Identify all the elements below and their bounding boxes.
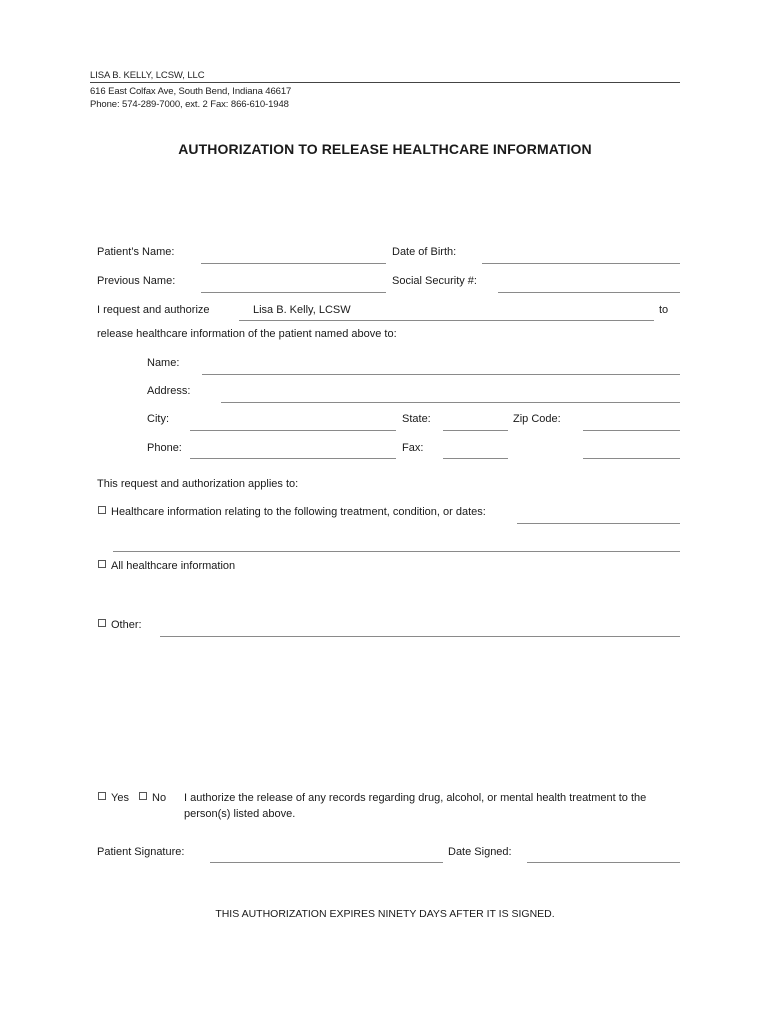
other-checkbox[interactable] — [98, 619, 106, 627]
practice-contact: Phone: 574-289-7000, ext. 2 Fax: 866-610-1948 — [90, 99, 289, 110]
patient-name-field[interactable] — [201, 263, 386, 264]
consent-text-line2: person(s) listed above. — [184, 808, 296, 820]
form-title: AUTHORIZATION TO RELEASE HEALTHCARE INFORMATION — [178, 141, 592, 157]
signature-field[interactable] — [210, 862, 443, 863]
authorize-field[interactable] — [239, 320, 654, 321]
recipient-name-label: Name: — [147, 357, 180, 369]
recipient-state-label: State: — [402, 413, 431, 425]
recipient-name-field[interactable] — [202, 374, 680, 375]
header-rule — [90, 82, 680, 83]
recipient-city-field[interactable] — [190, 430, 396, 431]
consent-no[interactable] — [139, 792, 166, 804]
option-all-label: All healthcare information — [111, 560, 236, 572]
signature-label: Patient Signature: — [97, 846, 185, 858]
treatment-field-line2[interactable] — [113, 551, 680, 552]
date-signed-label: Date Signed: — [448, 846, 512, 858]
previous-name-field[interactable] — [201, 292, 386, 293]
ssn-label: Social Security #: — [392, 275, 477, 287]
option-treatment-label: Healthcare information relating to the following treatment, condition, or dates: — [111, 506, 486, 518]
recipient-zip-field[interactable] — [583, 430, 680, 431]
expiration-notice: THIS AUTHORIZATION EXPIRES NINETY DAYS AFTER IT IS SIGNED. — [215, 908, 555, 920]
recipient-extra-field[interactable] — [583, 458, 680, 459]
recipient-state-field[interactable] — [443, 430, 508, 431]
recipient-zip-label: Zip Code: — [513, 413, 561, 425]
dob-label: Date of Birth: — [392, 246, 457, 258]
all-checkbox[interactable] — [98, 560, 106, 568]
ssn-field[interactable] — [498, 292, 680, 293]
recipient-phone-field[interactable] — [190, 458, 396, 459]
treatment-checkbox[interactable] — [98, 506, 106, 514]
recipient-city-label: City: — [147, 413, 169, 425]
practice-address: 616 East Colfax Ave, South Bend, Indiana 46617 — [90, 86, 292, 97]
consent-yes[interactable] — [98, 792, 129, 804]
recipient-fax-field[interactable] — [443, 458, 508, 459]
option-treatment[interactable] — [98, 506, 486, 518]
option-other[interactable] — [98, 619, 142, 631]
previous-name-label: Previous Name: — [97, 275, 176, 287]
applies-intro: This request and authorization applies to: — [97, 478, 299, 490]
other-field[interactable] — [160, 636, 680, 637]
recipient-phone-label: Phone: — [147, 442, 182, 454]
dob-field[interactable] — [482, 263, 680, 264]
date-signed-field[interactable] — [527, 862, 680, 863]
to-label: to — [659, 304, 669, 316]
option-all[interactable] — [98, 560, 235, 572]
yes-label: Yes — [111, 792, 129, 804]
practice-name: LISA B. KELLY, LCSW, LLC — [90, 70, 205, 81]
release-text: release healthcare information of the patient named above to: — [97, 328, 397, 340]
yes-checkbox[interactable] — [98, 792, 106, 800]
treatment-field[interactable] — [517, 523, 680, 524]
consent-text-line1: I authorize the release of any records regarding drug, alcohol, or mental health treatment to the — [184, 792, 647, 804]
recipient-address-label: Address: — [147, 385, 191, 397]
option-other-label: Other: — [111, 619, 142, 631]
authorize-value: Lisa B. Kelly, LCSW — [253, 304, 351, 316]
patient-name-label: Patient’s Name: — [97, 246, 175, 258]
no-checkbox[interactable] — [139, 792, 147, 800]
authorize-label: I request and authorize — [97, 304, 210, 316]
no-label: No — [152, 792, 167, 804]
recipient-address-field[interactable] — [221, 402, 680, 403]
recipient-fax-label: Fax: — [402, 442, 424, 454]
